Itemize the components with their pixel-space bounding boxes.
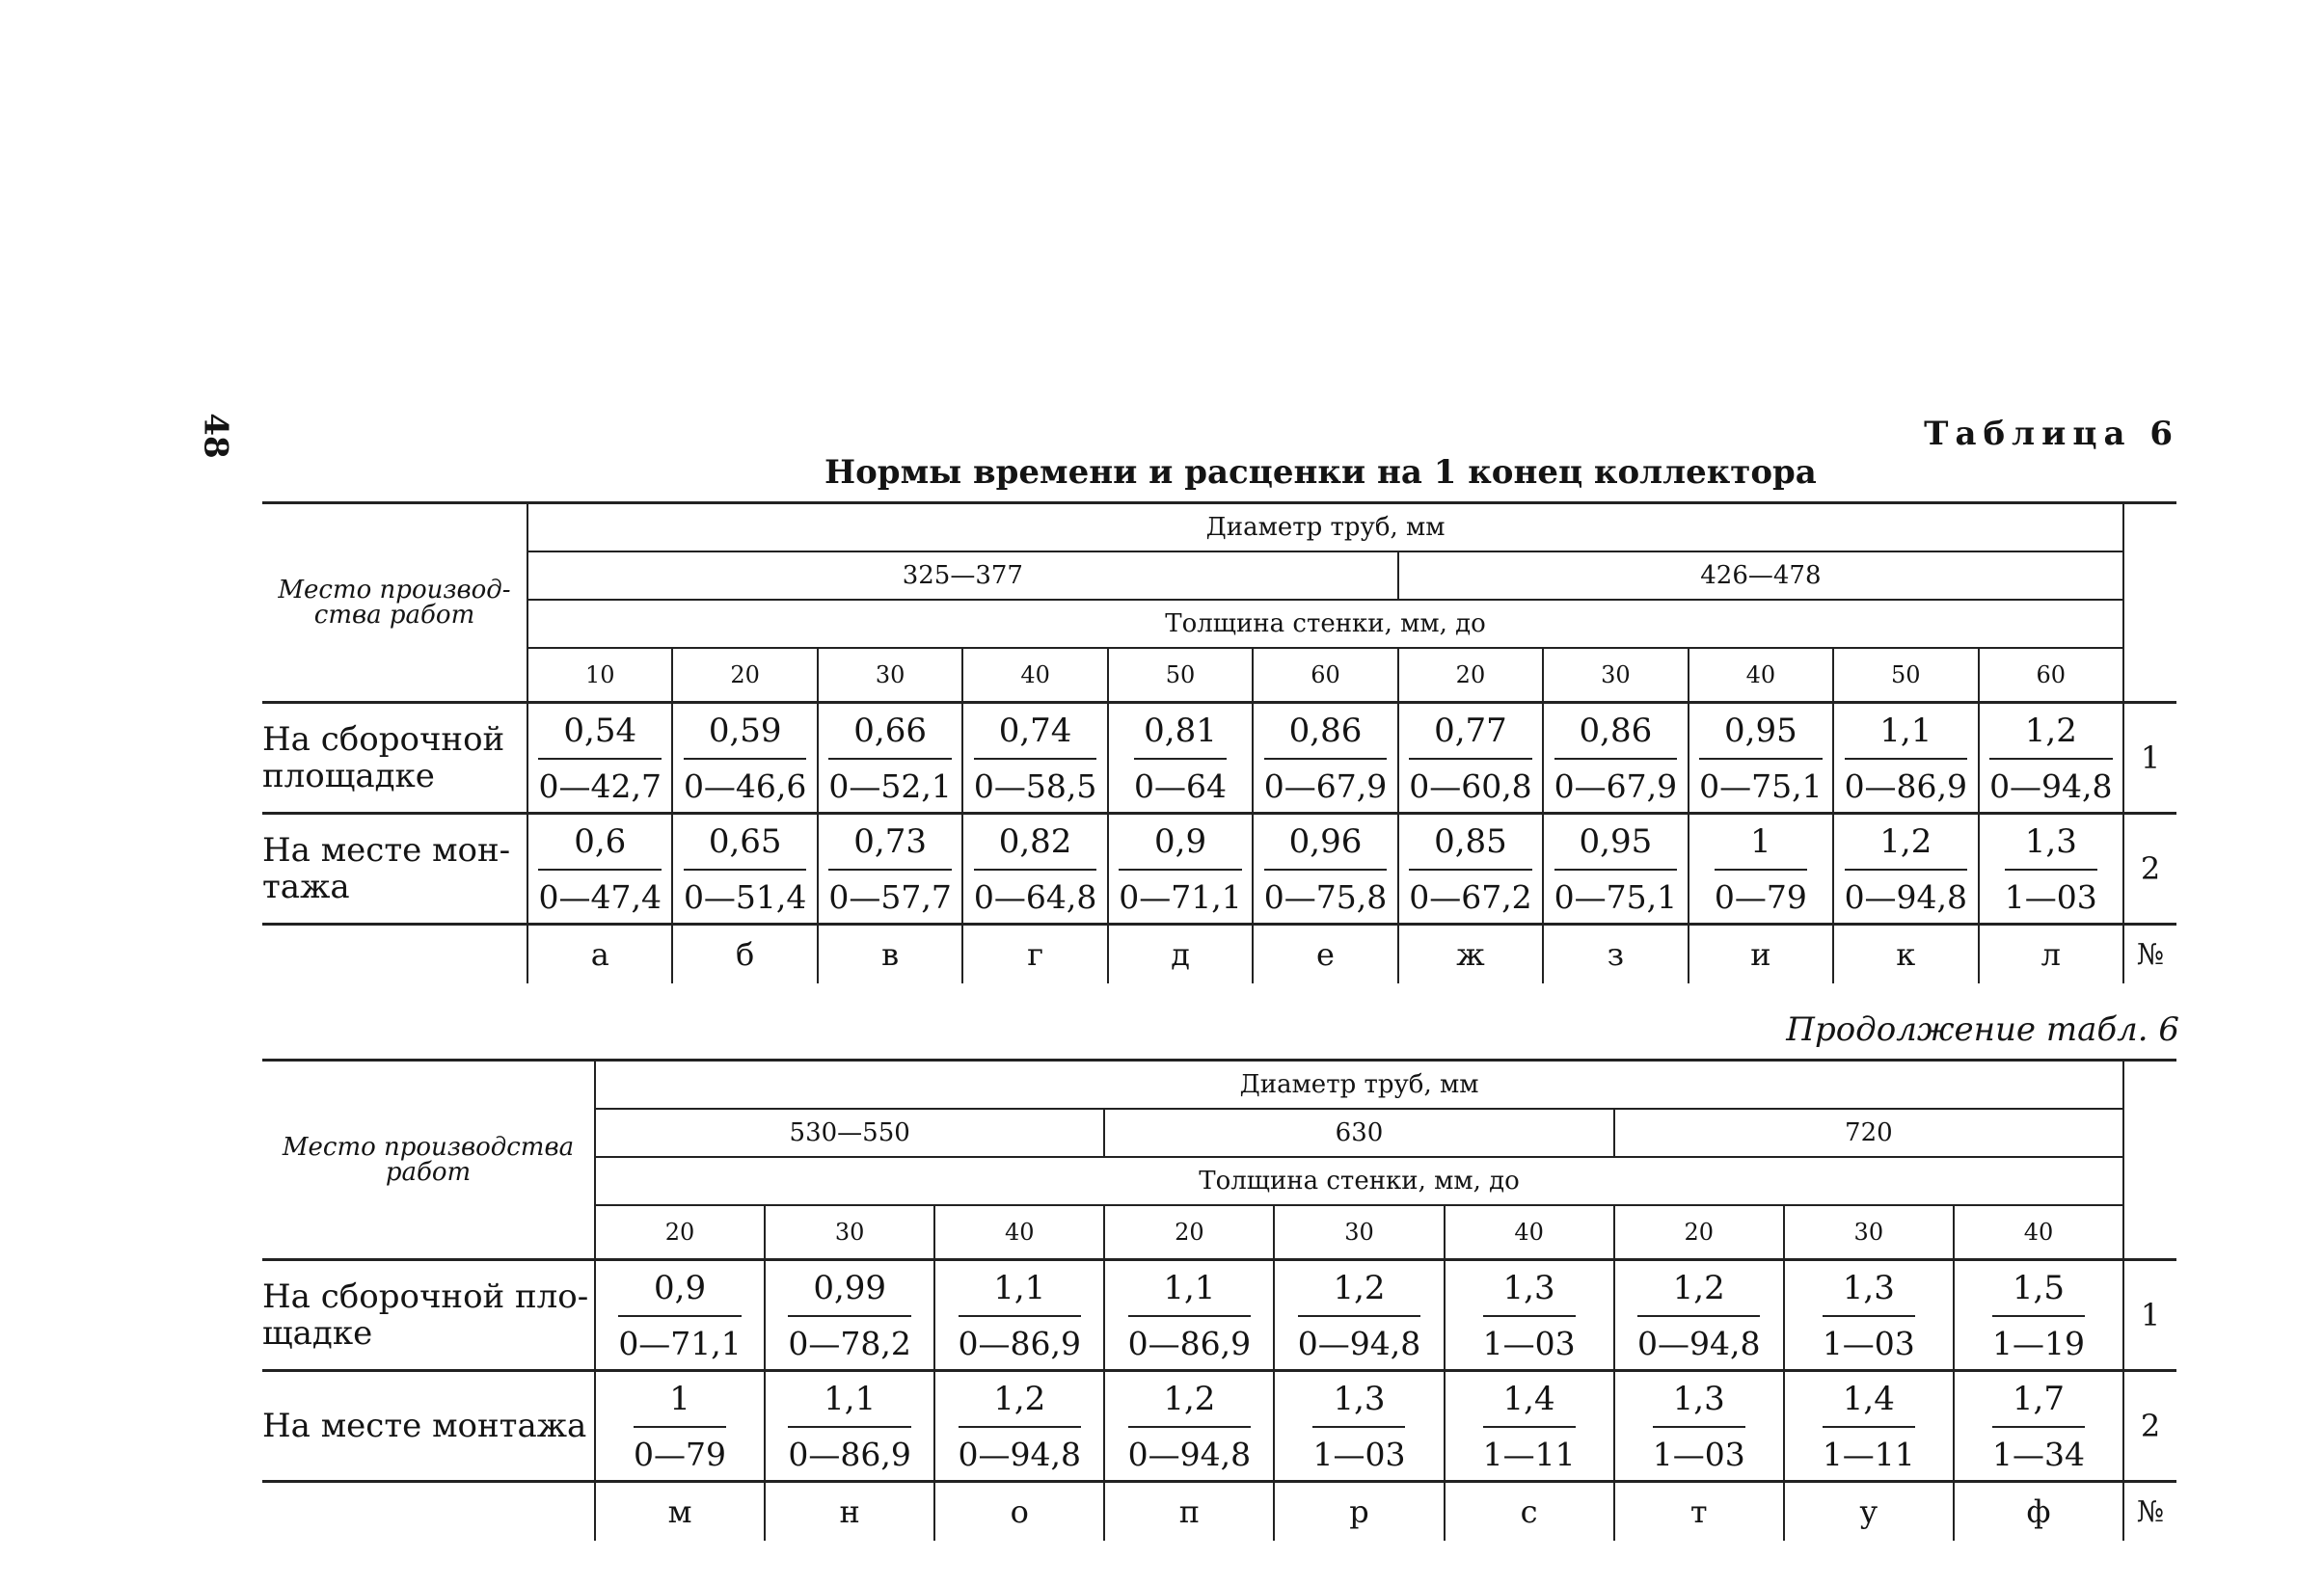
price-rate: 0—46,6 [683,766,807,805]
price-rate: 0—71,1 [1119,877,1242,916]
time-norm: 0,59 [684,712,806,760]
price-rate: 1—03 [2004,877,2097,916]
price-rate: 0—86,9 [788,1435,911,1473]
time-norm: 1,1 [1845,712,1967,760]
rate-cell [1689,703,1833,814]
rate-cell [595,1260,765,1371]
price-rate: 0—94,8 [1297,1324,1421,1362]
rate-cell [1104,1371,1274,1482]
rate-fraction [1653,1380,1745,1473]
place-label: На сборочной пло-щадке [262,1260,595,1371]
rate-fraction [538,822,661,916]
thickness-value: 20 [595,1205,765,1260]
time-norm: 1 [1715,822,1807,871]
rate-fraction [1298,1269,1420,1362]
rate-cell [1689,814,1833,925]
rate-cell [1954,1260,2123,1371]
rate-fraction [1409,712,1531,805]
diameter-header: Диаметр труб, мм [595,1061,2123,1110]
rate-fraction [1554,712,1677,805]
rate-cell [1398,703,1543,814]
price-rate: 1—03 [1482,1324,1576,1362]
row-number: 1 [2123,1260,2176,1371]
price-rate: 0—79 [634,1435,727,1473]
price-rate: 0—60,8 [1409,766,1532,805]
column-letter: з [1543,925,1688,984]
rate-fraction [1554,822,1677,916]
time-norm: 0,85 [1409,822,1531,871]
price-rate: 0—47,4 [538,877,662,916]
rate-cell [1253,703,1397,814]
rate-cell [962,703,1107,814]
rate-cell [1445,1260,1614,1371]
price-rate: 0—94,8 [1844,877,1968,916]
rate-cell [527,703,672,814]
rate-cell [1784,1371,1954,1482]
time-norm: 0,96 [1264,822,1387,871]
price-rate: 0—78,2 [788,1324,911,1362]
thickness-value: 40 [934,1205,1104,1260]
rate-fraction [1483,1380,1576,1473]
time-norm: 0,86 [1554,712,1677,760]
table-title: Нормы времени и расценки на 1 конец коллектора [824,453,1817,492]
time-norm: 0,95 [1554,822,1677,871]
rate-fraction [1264,712,1387,805]
column-letters-row [262,1482,2176,1542]
column-letter: в [818,925,962,984]
thickness-value: 20 [1398,648,1543,703]
time-norm: 1,2 [1845,822,1967,871]
time-norm: 1,4 [1823,1380,1915,1428]
row-number: 2 [2123,1371,2176,1482]
rate-fraction [828,822,951,916]
row-number: 2 [2123,814,2176,925]
time-norm: 1,7 [1992,1380,2085,1428]
column-letter: и [1689,925,1833,984]
rate-fraction [1312,1380,1405,1473]
rate-fraction [1134,712,1227,805]
thickness-header: Толщина стенки, мм, до [595,1157,2123,1205]
table-row [262,814,2176,925]
rate-fraction [1823,1269,1915,1362]
thickness-value: 30 [1274,1205,1444,1260]
time-norm: 0,99 [788,1269,910,1317]
time-norm: 0,82 [974,822,1096,871]
time-norm: 0,81 [1134,712,1227,760]
time-norm: 1,3 [2005,822,2097,871]
price-rate: 0—94,8 [1127,1435,1252,1473]
thickness-value: 50 [1108,648,1253,703]
table-row [262,1371,2176,1482]
column-letter: г [962,925,1107,984]
price-rate: 1—34 [1991,1435,2085,1473]
rate-cell [1253,814,1397,925]
header-spacer [2123,1061,2176,1260]
thickness-value: 30 [765,1205,934,1260]
place-column-header: Место производ-ства работ [262,503,527,703]
place-label: На сборочной площадке [262,703,527,814]
time-norm: 1,3 [1653,1380,1745,1428]
thickness-value: 30 [818,648,962,703]
price-rate: 0—75,1 [1699,766,1823,805]
price-rate: 0—58,5 [973,766,1097,805]
rate-fraction [538,712,661,805]
time-norm: 0,54 [538,712,661,760]
rate-cell [672,814,817,925]
time-norm: 0,66 [828,712,951,760]
time-norm: 0,73 [828,822,951,871]
continuation-label: Продолжение табл. 6 [1786,1010,2179,1049]
diameter-group: 630 [1104,1109,1613,1157]
price-rate: 1—03 [1822,1324,1915,1362]
time-norm: 1,3 [1823,1269,1915,1317]
price-rate: 0—94,8 [1989,766,2113,805]
time-norm: 0,9 [618,1269,741,1317]
thickness-value: 30 [1784,1205,1954,1260]
thickness-value: 40 [962,648,1107,703]
number-sign: № [2123,925,2176,984]
row-number: 1 [2123,703,2176,814]
letters-spacer [262,925,527,984]
rate-fraction [2005,822,2097,916]
rate-fraction [1128,1380,1251,1473]
rate-fraction [1989,712,2112,805]
thickness-value: 30 [1543,648,1688,703]
letters-spacer [262,1482,595,1542]
rate-fraction [684,712,806,805]
rate-cell [527,814,672,925]
diameter-group: 720 [1614,1109,2123,1157]
rate-fraction [959,1269,1081,1362]
rate-fraction [1715,822,1807,916]
thickness-value: 20 [1614,1205,1784,1260]
rate-fraction [1264,822,1387,916]
table-row [262,703,2176,814]
rate-fraction [974,712,1096,805]
rate-cell [1614,1260,1784,1371]
price-rate: 0—42,7 [538,766,662,805]
column-letters-row [262,925,2176,984]
rate-cell [595,1371,765,1482]
rate-fraction [1483,1269,1576,1362]
rate-fraction [974,822,1096,916]
price-rate: 0—86,9 [958,1324,1082,1362]
price-rate: 1—03 [1312,1435,1406,1473]
time-norm: 0,74 [974,712,1096,760]
diameter-group: 426—478 [1398,551,2123,600]
price-rate: 0—67,2 [1409,877,1532,916]
rate-fraction [684,822,806,916]
norms-table-1 [262,501,2176,983]
rate-cell [1274,1371,1444,1482]
price-rate: 0—75,8 [1263,877,1388,916]
time-norm: 0,65 [684,822,806,871]
thickness-value: 40 [1445,1205,1614,1260]
price-rate: 0—86,9 [1844,766,1968,805]
column-letter: р [1274,1482,1444,1542]
thickness-value: 60 [1253,648,1397,703]
diameter-group: 530—550 [595,1109,1104,1157]
rate-cell [1104,1260,1274,1371]
rate-cell [1543,703,1688,814]
rate-fraction [1409,822,1531,916]
thickness-value: 60 [1979,648,2124,703]
rate-fraction [634,1380,726,1473]
price-rate: 0—94,8 [1636,1324,1761,1362]
thickness-value: 50 [1833,648,1978,703]
rate-cell [1979,703,2124,814]
price-rate: 0—79 [1714,877,1807,916]
rate-fraction [1119,822,1241,916]
price-rate: 1—19 [1991,1324,2085,1362]
rate-cell [1614,1371,1784,1482]
place-label: На месте монтажа [262,1371,595,1482]
time-norm: 0,86 [1264,712,1387,760]
time-norm: 1,2 [1128,1380,1251,1428]
time-norm: 1,2 [1989,712,2112,760]
price-rate: 0—57,7 [828,877,952,916]
price-rate: 1—11 [1482,1435,1576,1473]
price-rate: 0—67,9 [1263,766,1388,805]
rate-cell [1833,703,1978,814]
column-letter: с [1445,1482,1614,1542]
price-rate: 0—94,8 [958,1435,1082,1473]
thickness-value: 20 [672,648,817,703]
thickness-header: Толщина стенки, мм, до [527,600,2123,648]
time-norm: 1,3 [1483,1269,1576,1317]
price-rate: 0—75,1 [1554,877,1678,916]
price-rate: 0—67,9 [1554,766,1678,805]
column-letter: ф [1954,1482,2123,1542]
table-row [262,1260,2176,1371]
column-letter: к [1833,925,1978,984]
rate-cell [818,814,962,925]
time-norm: 1,2 [1637,1269,1760,1317]
rate-cell [1445,1371,1614,1482]
time-norm: 1,5 [1992,1269,2085,1317]
rate-cell [1274,1260,1444,1371]
norms-table-2 [262,1059,2176,1541]
thickness-value: 40 [1689,648,1833,703]
price-rate: 1—03 [1652,1435,1745,1473]
thickness-value: 40 [1954,1205,2123,1260]
page-number: 48 [196,413,235,459]
rate-fraction [1699,712,1822,805]
rate-fraction [788,1380,910,1473]
header-spacer [2123,503,2176,703]
price-rate: 0—64,8 [973,877,1097,916]
rate-cell [934,1260,1104,1371]
price-rate: 0—71,1 [618,1324,742,1362]
time-norm: 0,77 [1409,712,1531,760]
time-norm: 1,1 [959,1269,1081,1317]
rate-fraction [1845,822,1967,916]
rate-fraction [1992,1380,2085,1473]
rate-fraction [1992,1269,2085,1362]
rate-cell [818,703,962,814]
rate-fraction [1128,1269,1251,1362]
rate-cell [1784,1260,1954,1371]
thickness-value: 10 [527,648,672,703]
rate-cell [1543,814,1688,925]
column-letter: е [1253,925,1397,984]
rate-cell [934,1371,1104,1482]
price-rate: 0—52,1 [828,766,952,805]
time-norm: 1,1 [1128,1269,1251,1317]
price-rate: 0—64 [1134,766,1228,805]
column-letter: б [672,925,817,984]
rate-fraction [959,1380,1081,1473]
rate-fraction [828,712,951,805]
rate-cell [1108,814,1253,925]
column-letter: н [765,1482,934,1542]
thickness-value: 20 [1104,1205,1274,1260]
column-letter: а [527,925,672,984]
rate-fraction [1845,712,1967,805]
rate-fraction [1823,1380,1915,1473]
time-norm: 1,4 [1483,1380,1576,1428]
column-letter: д [1108,925,1253,984]
rate-cell [1954,1371,2123,1482]
column-letter: п [1104,1482,1274,1542]
rate-cell [1833,814,1978,925]
time-norm: 1,2 [1298,1269,1420,1317]
rate-cell [1398,814,1543,925]
time-norm: 1,2 [959,1380,1081,1428]
column-letter: м [595,1482,765,1542]
rate-fraction [1637,1269,1760,1362]
rate-cell [672,703,817,814]
column-letter: ж [1398,925,1543,984]
time-norm: 1,3 [1312,1380,1405,1428]
price-rate: 0—51,4 [683,877,807,916]
time-norm: 0,95 [1699,712,1822,760]
column-letter: т [1614,1482,1784,1542]
diameter-group: 325—377 [527,551,1398,600]
place-column-header: Место производства работ [262,1061,595,1260]
rate-cell [765,1371,934,1482]
time-norm: 0,6 [538,822,661,871]
rate-cell [1108,703,1253,814]
column-letter: у [1784,1482,1954,1542]
rate-cell [765,1260,934,1371]
rate-cell [1979,814,2124,925]
diameter-header: Диаметр труб, мм [527,503,2123,552]
price-rate: 1—11 [1822,1435,1915,1473]
rate-cell [962,814,1107,925]
price-rate: 0—86,9 [1127,1324,1252,1362]
column-letter: л [1979,925,2124,984]
time-norm: 0,9 [1119,822,1241,871]
place-label: На месте мон-тажа [262,814,527,925]
time-norm: 1 [634,1380,726,1428]
time-norm: 1,1 [788,1380,910,1428]
column-letter: о [934,1482,1104,1542]
rate-fraction [618,1269,741,1362]
table-label: Таблица 6 [1924,415,2179,453]
number-sign: № [2123,1482,2176,1542]
rate-fraction [788,1269,910,1362]
